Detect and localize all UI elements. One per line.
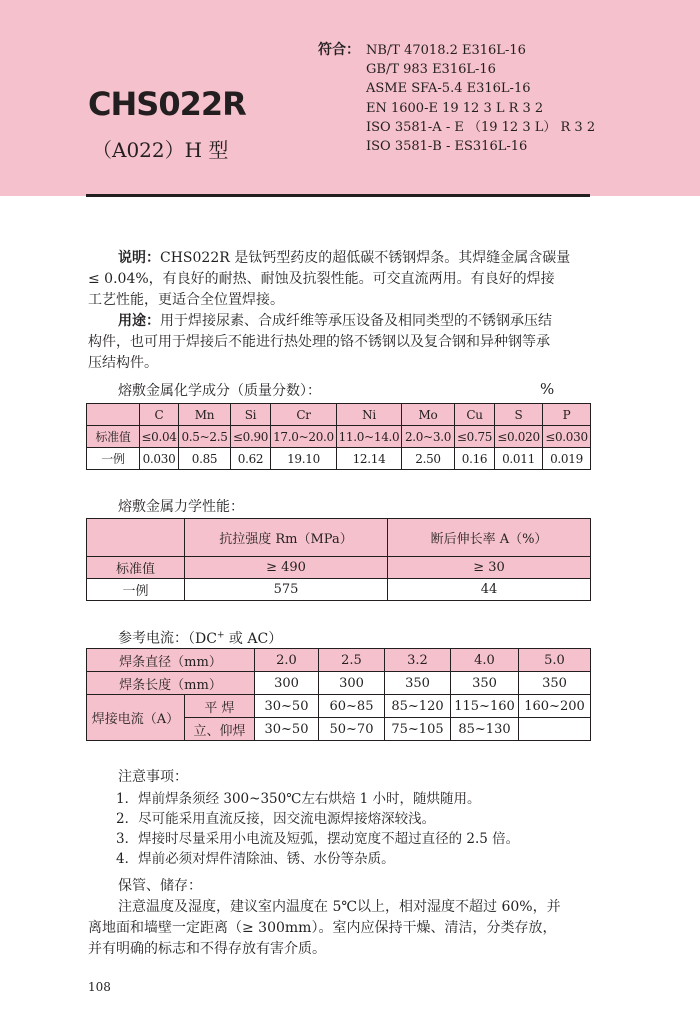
note-item: 3．焊接时尽量采用小电流及短弧，摆动宽度不超过直径的 2.5 倍。	[116, 831, 520, 847]
storage-title: 保管、储存：	[118, 878, 202, 894]
description-line: CHS022R 是钛钙型药皮的超低碳不锈钢焊条。其焊缝金属含碳量	[160, 250, 571, 266]
standard-item: ISO 3581-A - E （19 12 3 L） R 3 2	[366, 119, 596, 135]
standard-item: EN 1600-E 19 12 3 L R 3 2	[366, 100, 544, 116]
table-cell: 抗拉强度 Rm（MPa）	[185, 519, 388, 557]
table-header-row	[87, 519, 591, 557]
storage-line: 注意温度及湿度，建议室内温度在 5℃以上，相对湿度不超过 60%，并	[118, 899, 561, 915]
table-cell: 19.10	[271, 448, 337, 470]
table-cell: Cu	[455, 404, 495, 426]
table-cell: 0.62	[231, 448, 271, 470]
note-item: 4．焊前必须对焊件清除油、锈、水份等杂质。	[116, 851, 395, 867]
table-cell: 2.5	[319, 649, 385, 672]
table-cell: P	[543, 404, 591, 426]
table-cell: 平 焊	[185, 695, 255, 718]
current-table	[86, 648, 591, 741]
table-cell	[519, 718, 591, 741]
current-title-label: 参考电流：	[118, 630, 188, 647]
table-cell: ≥ 30	[388, 557, 591, 579]
mech-table	[86, 518, 591, 601]
table-cell: 30~50	[255, 718, 319, 741]
table-row	[87, 672, 591, 695]
description-line: ≤ 0.04%，有良好的耐热、耐蚀及抗裂性能。可交直流两用。有良好的焊接	[88, 271, 555, 287]
table-cell: 160~200	[519, 695, 591, 718]
table-cell: 85~120	[385, 695, 451, 718]
storage-paragraph	[88, 897, 604, 960]
table-cell: 0.5~2.5	[179, 426, 231, 448]
table-cell: C	[140, 404, 179, 426]
table-cell: 一例	[87, 579, 185, 601]
table-row	[87, 426, 591, 448]
table-cell: ≤0.75	[455, 426, 495, 448]
table-cell: 0.019	[543, 448, 591, 470]
table-cell: S	[495, 404, 543, 426]
table-cell: ≤0.04	[140, 426, 179, 448]
note-item: 1．焊前焊条须经 300~350℃左右烘焙 1 小时，随烘随用。	[116, 791, 481, 807]
table-cell: 17.0~20.0	[271, 426, 337, 448]
table-cell: 0.85	[179, 448, 231, 470]
standard-item: ISO 3581-B - ES316L-16	[366, 138, 528, 154]
table-row	[87, 579, 591, 601]
table-cell: 3.2	[385, 649, 451, 672]
chem-title: 熔敷金属化学成分（质量分数）：	[118, 383, 321, 399]
product-title: CHS022R	[88, 85, 246, 123]
standards-list	[366, 41, 595, 156]
page-number: 108	[88, 980, 111, 994]
table-header-row	[87, 404, 591, 426]
table-cell: 标准值	[87, 557, 185, 579]
note-item: 2．尽可能采用直流反接，因交流电源焊接熔深较浅。	[116, 811, 436, 827]
standard-item: ASME SFA-5.4 E316L-16	[366, 81, 531, 97]
table-cell: 立、仰焊	[185, 718, 255, 741]
table-cell: 5.0	[519, 649, 591, 672]
table-cell: 350	[385, 672, 451, 695]
storage-line: 并有明确的标志和不得存放有害介质。	[88, 941, 326, 957]
table-cell: 300	[255, 672, 319, 695]
table-cell: 0.011	[495, 448, 543, 470]
table-cell: 350	[451, 672, 519, 695]
description-paragraph	[88, 248, 598, 311]
table-cell: 575	[185, 579, 388, 601]
usage-line: 构件，也可用于焊接后不能进行热处理的铬不锈钢以及复合钢和异种钢等承	[88, 334, 550, 350]
notes-list	[116, 789, 519, 869]
table-row	[87, 695, 591, 718]
table-cell: ≤0.020	[495, 426, 543, 448]
storage-line: 离地面和墙壁一定距离（≥ 300mm）。室内应保持干燥、清洁，分类存放，	[88, 920, 557, 936]
table-cell: 0.030	[140, 448, 179, 470]
table-cell: 44	[388, 579, 591, 601]
header-rule	[86, 194, 590, 197]
table-cell: 50~70	[319, 718, 385, 741]
table-cell: 一例	[87, 448, 140, 470]
table-cell: 焊条直径（mm）	[87, 649, 255, 672]
table-cell: 焊接电流（A）	[87, 695, 185, 741]
standard-item: NB/T 47018.2 E316L-16	[366, 43, 526, 58]
product-subtitle: （A022）H 型	[92, 138, 229, 162]
chem-table	[86, 403, 591, 470]
usage-label: 用途：	[118, 313, 160, 329]
table-cell: Si	[231, 404, 271, 426]
table-cell: 2.50	[402, 448, 455, 470]
table-cell: Mn	[179, 404, 231, 426]
table-cell: 115~160	[451, 695, 519, 718]
table-cell: 11.0~14.0	[337, 426, 402, 448]
table-cell	[87, 404, 140, 426]
table-cell: 12.14	[337, 448, 402, 470]
table-cell: 断后伸长率 A（%）	[388, 519, 591, 557]
usage-line: 用于焊接尿素、合成纤维等承压设备及相同类型的不锈钢承压结	[160, 313, 552, 329]
table-cell: 30~50	[255, 695, 319, 718]
table-cell: Cr	[271, 404, 337, 426]
table-cell: 350	[519, 672, 591, 695]
table-cell	[87, 519, 185, 557]
table-cell: 焊条长度（mm）	[87, 672, 255, 695]
table-cell: 85~130	[451, 718, 519, 741]
table-cell: ≤0.90	[231, 426, 271, 448]
standards-label: 符合：	[318, 42, 360, 58]
chem-unit: %	[540, 380, 555, 398]
usage-line: 压结构件。	[88, 355, 158, 371]
table-cell: ≤0.030	[543, 426, 591, 448]
table-cell: ≥ 490	[185, 557, 388, 579]
table-cell: Mo	[402, 404, 455, 426]
mech-title: 熔敷金属力学性能：	[118, 499, 244, 515]
standard-item: GB/T 983 E316L-16	[366, 62, 496, 78]
usage-paragraph	[88, 311, 598, 374]
table-row	[87, 448, 591, 470]
table-cell: Ni	[337, 404, 402, 426]
table-row	[87, 649, 591, 672]
table-cell: 0.16	[455, 448, 495, 470]
table-row	[87, 557, 591, 579]
table-cell: 2.0	[255, 649, 319, 672]
table-cell: 标准值	[87, 426, 140, 448]
table-cell: 2.0~3.0	[402, 426, 455, 448]
table-cell: 4.0	[451, 649, 519, 672]
table-cell: 300	[319, 672, 385, 695]
description-line: 工艺性能，更适合全位置焊接。	[88, 292, 284, 308]
table-cell: 60~85	[319, 695, 385, 718]
table-cell: 75~105	[385, 718, 451, 741]
current-title	[118, 626, 282, 648]
current-title-note: （DC+ 或 AC）	[188, 630, 283, 647]
description-label: 说明：	[118, 250, 160, 266]
notes-title: 注意事项：	[118, 769, 188, 785]
